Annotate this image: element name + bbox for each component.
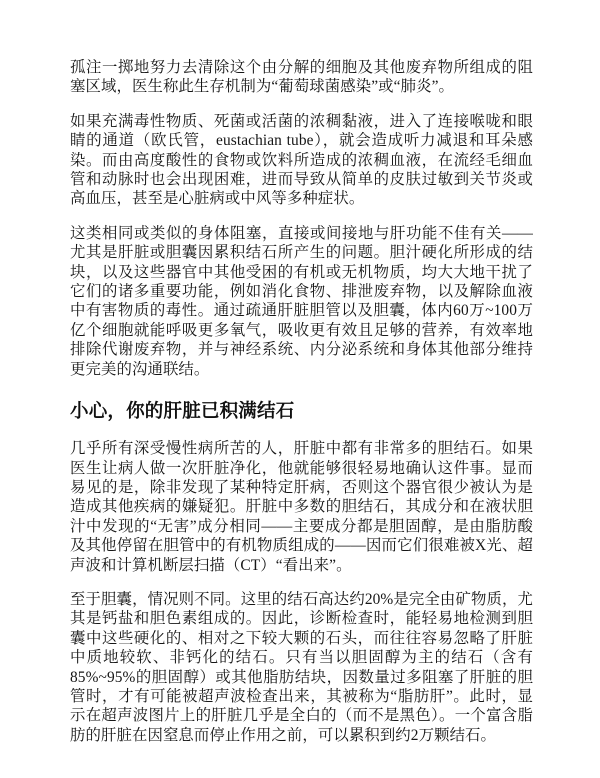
paragraph-gallbladder-mineral-stones: 至于胆囊，情况则不同。这里的结石高达约20%是完全由矿物质，尤其是钙盐和胆色素组成的。因此，诊断检查时，能轻易地检测到胆囊中这些硬化的、相对之下较大颗的石头，而往往容易忽略了肝脏中质地较软、非钙化的结石。只有当以胆固醇为主的结石（含有85%~95%的胆固醇）或其他脂肪结块，因数量过多阻塞了肝脏的胆管时，才有可能被超声波检查出来，其被称为“脂肪肝”。此时，显示在超声波图片上的肝脏几乎是全白的（而不是黑色）。一个富含脂肪的肝脏在因窒息而停止作用之前，可以累积到约2万颗结石。 <box>70 590 533 744</box>
paragraph-mucus-eustachian-tube: 如果充满毒性物质、死菌或活菌的浓稠黏液，进入了连接喉咙和眼睛的通道（欧氏管，eustachian tube），就会造成听力减退和耳朵感染。而由高度酸性的食物或饮料所造成的浓稠血液，在流经毛细血管和动脉时也会出现困难，进而导致从简单的皮肤过敏到关节炎或高血压，甚至是心脏病或中风等多种症状。 <box>70 112 533 208</box>
section-heading-liver-stones: 小心，你的肝脏已积满结石 <box>70 402 295 423</box>
paragraph-staph-infection: 孤注一掷地努力去清除这个由分解的细胞及其他废弃物所组成的阻塞区域，医生称此生存机制为“葡萄球菌感染”或“肺炎”。 <box>70 59 533 96</box>
paragraph-body-obstruction-liver: 这类相同或类似的身体阻塞，直接或间接地与肝功能不佳有关——尤其是肝脏或胆囊因累积结石所产生的问题。胆汁硬化所形成的结块，以及这些器官中其他受困的有机或无机物质，均大大地干扰了它们的诸多重要功能，例如消化食物、排泄废弃物，以及解除血液中有害物质的毒性。通过疏通肝脏胆管以及胆囊，体内60万~100万亿个细胞就能呼吸更多氧气，吸收更有效且足够的营养，有效率地排除代谢废弃物，并与神经系统、内分泌系统和身体其他部分维持更完美的沟通联结。 <box>70 224 533 378</box>
paragraph-chronic-disease-gallstones: 几乎所有深受慢性病所苦的人，肝脏中都有非常多的胆结石。如果医生让病人做一次肝脏净化，他就能够很轻易地确认这件事。显而易见的是，除非发现了某种特定肝病，否则这个器官很少被认为是造成其他疾病的嫌疑犯。肝脏中多数的胆结石，其成分和在液状胆汁中发现的“无害”成分相同——主要成分都是胆固醇，是由脂肪酸及其他停留在胆管中的有机物质组成的——因而它们很难被X光、超声波和计算机断层扫描（CT）“看出来”。 <box>70 440 533 574</box>
